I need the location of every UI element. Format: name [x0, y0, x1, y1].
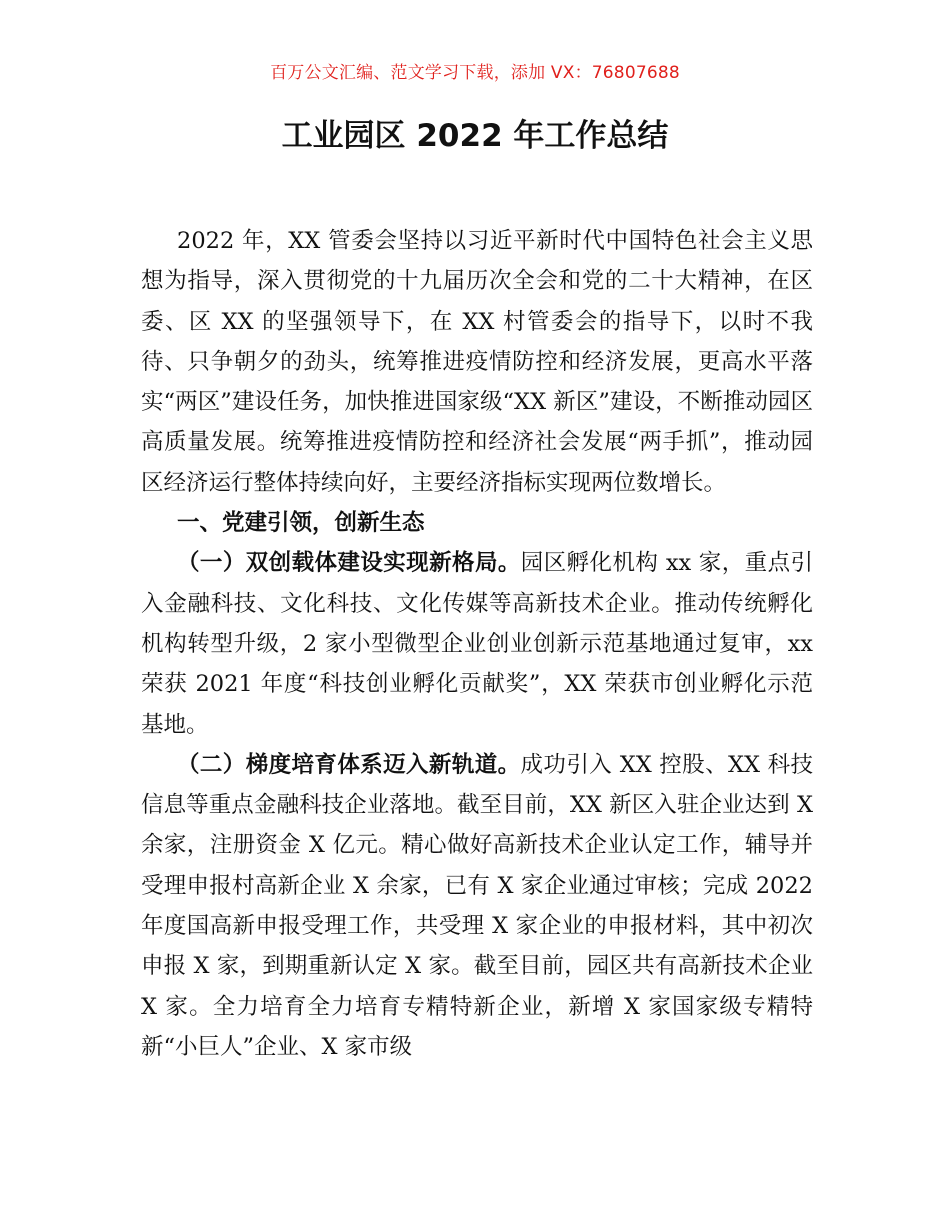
subsection-lead-2: （二）梯度培育体系迈入新轨道。 [177, 751, 521, 778]
intro-paragraph: 2022 年，XX 管委会坚持以习近平新时代中国特色社会主义思想为指导，深入贯彻党的十九届历次全会和党的二十大精神，在区委、区 XX 的坚强领导下，在 XX 村管委会的指导下，以时不我待、只争朝夕的劲头，统筹推进疫情防控和经济发展，更高水平落实“两区”建设任务，加快推进国家级“XX 新区”建设，不断推动园区高质量发展。统筹推进疫情防控和经济社会发展“两手抓”，推动园区经济运行整体持续向好，主要经济指标实现两位数增长。 [141, 228, 813, 496]
subsection-paragraph-1 [141, 543, 813, 744]
subsection-text-1: 园区孵化机构 xx 家，重点引入金融科技、文化科技、文化传媒等高新技术企业。推动传统孵化机构转型升级，2 家小型微型企业创业创新示范基地通过复审，xx 荣获 2021 年度“科技创业孵化贡献奖”，XX 荣获市创业孵化示范基地。 [141, 550, 813, 738]
document-body [141, 221, 813, 1067]
subsection-paragraph-2 [141, 745, 813, 1067]
document-title: 工业园区 2022 年工作总结 [281, 118, 669, 154]
header-banner: 百万公文汇编、范文学习下载，添加 VX：76807688 [270, 63, 680, 83]
subsection-text-2: 成功引入 XX 控股、XX 科技信息等重点金融科技企业落地。截至目前，XX 新区入驻企业达到 X 余家，注册资金 X 亿元。精心做好高新技术企业认定工作，辅导并受理申报村高新企业 X 余家，已有 X 家企业通过审核；完成 2022 年度国高新申报受理工作，共受理 X 家企业的申报材料，其中初次申报 X 家，到期重新认定 X 家。截至目前，园区共有高新技术企业 X 家。全力培育全力培育专精特新企业，新增 X 家国家级专精特新“小巨人”企业、X 家市级 [141, 751, 813, 1060]
section-heading: 一、党建引领，创新生态 [177, 510, 425, 537]
subsection-lead-1: （一）双创载体建设实现新格局。 [177, 550, 521, 577]
